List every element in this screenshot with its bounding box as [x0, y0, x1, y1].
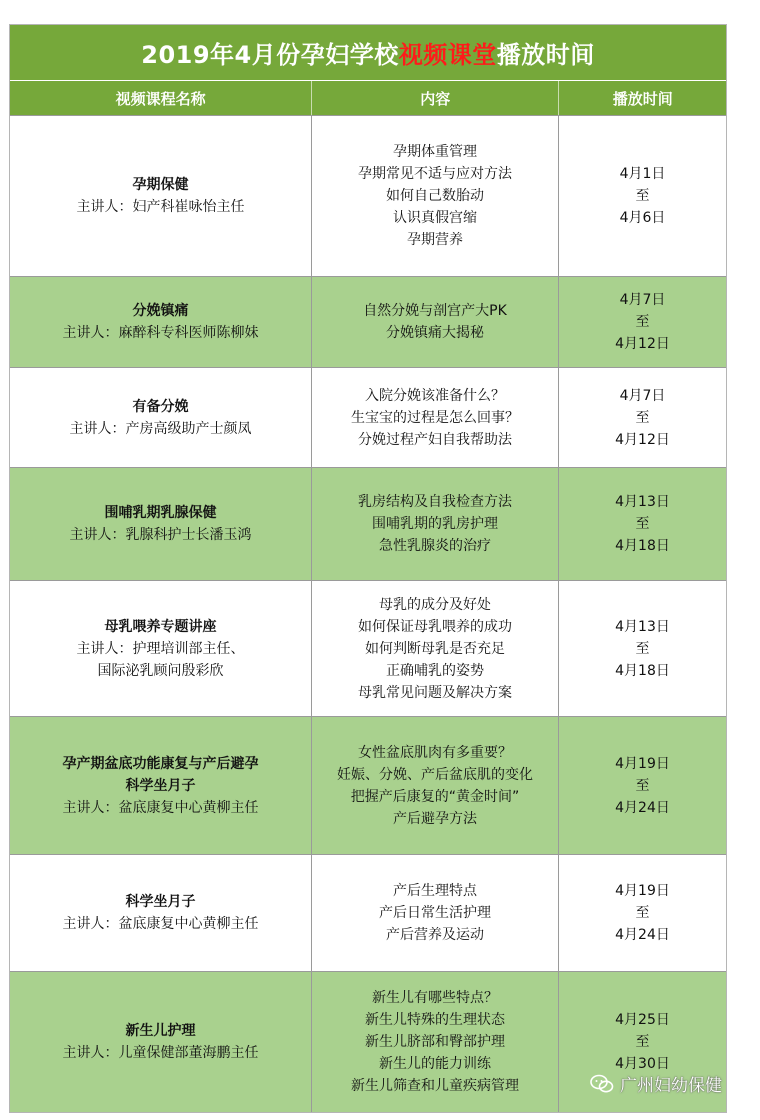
date-cell — [559, 277, 726, 367]
course-cell — [10, 581, 312, 716]
table-row — [10, 467, 726, 580]
date-end: 4月12日 — [615, 431, 670, 448]
date-start: 4月19日 — [615, 883, 670, 899]
content-cell — [312, 855, 559, 971]
course-cell — [10, 972, 312, 1112]
content-cell — [312, 717, 559, 854]
course-cell — [10, 368, 312, 467]
content-line: 产后日常生活护理 — [379, 905, 491, 921]
table-title-bar — [10, 25, 726, 81]
date-cell — [559, 468, 726, 580]
date-cell — [559, 717, 726, 854]
header-play-time: 播放时间 — [612, 89, 673, 108]
table-row — [10, 276, 726, 367]
content-line: 母乳的成分及好处 — [379, 596, 491, 613]
course-speaker: 主讲人：产房高级助产士颜凤 — [69, 420, 252, 437]
course-speaker: 主讲人：护理培训部主任、 — [76, 640, 245, 657]
course-speaker: 主讲人：盆底康复中心黄柳主任 — [62, 916, 259, 932]
content-cell — [312, 581, 559, 716]
content-line: 入院分娩该准备什么？ — [365, 387, 505, 404]
course-title: 母乳喂养专题讲座 — [104, 618, 217, 635]
title-text-end: 播放时间 — [496, 41, 595, 69]
course-title: 孕期保健 — [132, 177, 189, 193]
date-sep: 至 — [635, 777, 650, 794]
content-line: 乳房结构及自我检查方法 — [358, 494, 512, 510]
table-row — [10, 580, 726, 716]
course-speaker: 主讲人：妇产科崔咏怡主任 — [76, 199, 245, 215]
content-line: 孕期体重管理 — [393, 144, 477, 160]
content-line: 产后生理特点 — [393, 883, 477, 899]
date-end: 4月24日 — [615, 927, 670, 943]
content-line: 产后营养及运动 — [386, 927, 484, 943]
course-title: 科学坐月子 — [125, 894, 196, 910]
course-title-line2: 科学坐月子 — [125, 777, 196, 794]
header-content: 内容 — [312, 81, 559, 115]
date-sep: 至 — [635, 905, 650, 921]
content-line: 把握产后康复的“黄金时间” — [350, 788, 520, 805]
course-cell — [10, 277, 312, 367]
table-body — [10, 115, 726, 1112]
date-cell — [559, 581, 726, 716]
content-cell — [312, 368, 559, 467]
course-title: 新生儿护理 — [125, 1023, 196, 1039]
title-text: 2019年4月份孕妇学校 — [141, 41, 399, 69]
table-title — [141, 35, 595, 70]
date-start: 4月7日 — [619, 292, 666, 308]
date-start: 4月19日 — [615, 755, 670, 772]
date-sep: 至 — [635, 516, 650, 532]
content-line: 急性乳腺炎的治疗 — [379, 538, 491, 554]
content-line: 如何保证母乳喂养的成功 — [358, 618, 512, 635]
table-row — [10, 854, 726, 971]
content-line: 母乳常见问题及解决方案 — [358, 684, 512, 701]
content-line: 新生儿特殊的生理状态 — [365, 1012, 505, 1028]
content-line: 新生儿有哪些特点？ — [372, 990, 498, 1006]
content-line: 分娩过程产妇自我帮助法 — [358, 431, 512, 448]
content-line: 新生儿筛查和儿童疾病管理 — [351, 1078, 519, 1094]
course-title: 有备分娩 — [132, 398, 189, 415]
course-speaker: 主讲人：乳腺科护士长潘玉鸿 — [69, 527, 252, 543]
content-line: 新生儿的能力训练 — [379, 1056, 491, 1072]
date-start: 4月13日 — [615, 494, 670, 510]
course-cell — [10, 717, 312, 854]
content-line: 产后避孕方法 — [393, 810, 477, 827]
content-line: 正确哺乳的姿势 — [386, 662, 484, 679]
content-cell — [312, 972, 559, 1112]
content-line: 分娩镇痛大揭秘 — [386, 325, 484, 341]
table-row — [10, 115, 726, 276]
watermark-text: 广州妇幼保健 — [620, 1076, 722, 1096]
course-cell — [10, 855, 312, 971]
header-course-name: 视频课程名称 — [10, 81, 312, 115]
course-title: 围哺乳期乳腺保健 — [104, 505, 217, 521]
course-cell — [10, 116, 312, 276]
date-end: 4月18日 — [615, 538, 670, 554]
date-sep: 至 — [635, 1034, 650, 1050]
date-end: 4月24日 — [615, 799, 670, 816]
content-cell — [312, 468, 559, 580]
content-line: 女性盆底肌肉有多重要？ — [358, 744, 512, 761]
date-start: 4月7日 — [619, 387, 666, 404]
course-speaker: 主讲人：麻醉科专科医师陈柳妹 — [62, 325, 259, 341]
table-row — [10, 716, 726, 854]
date-cell — [559, 116, 726, 276]
content-line: 生宝宝的过程是怎么回事？ — [351, 409, 519, 426]
date-sep: 至 — [635, 188, 650, 204]
course-speaker: 主讲人：儿童保健部董海鹏主任 — [62, 1045, 259, 1061]
date-end: 4月30日 — [615, 1056, 670, 1072]
date-end: 4月6日 — [619, 210, 666, 226]
content-cell — [312, 116, 559, 276]
date-end: 4月18日 — [615, 662, 670, 679]
date-sep: 至 — [635, 640, 650, 657]
content-line: 围哺乳期的乳房护理 — [372, 516, 498, 532]
title-highlight: 视频课堂 — [398, 41, 497, 69]
course-title: 分娩镇痛 — [132, 303, 189, 319]
date-start: 4月1日 — [619, 166, 666, 182]
date-sep: 至 — [635, 409, 650, 426]
schedule-table — [9, 24, 727, 1113]
wechat-icon — [590, 1074, 614, 1094]
content-line: 孕期常见不适与应对方法 — [358, 166, 512, 182]
course-speaker: 国际泌乳顾问殷彩欣 — [97, 662, 224, 679]
date-cell — [559, 368, 726, 467]
date-start: 4月13日 — [615, 618, 670, 635]
content-line: 新生儿脐部和臀部护理 — [365, 1034, 505, 1050]
content-line: 认识真假宫缩 — [393, 210, 477, 226]
content-line: 自然分娩与剖宫产大PK — [363, 303, 507, 319]
header-row — [10, 81, 726, 115]
content-cell — [312, 277, 559, 367]
content-line: 妊娠、分娩、产后盆底肌的变化 — [337, 766, 533, 783]
date-end: 4月12日 — [615, 336, 670, 352]
course-cell — [10, 468, 312, 580]
content-line: 如何判断母乳是否充足 — [365, 640, 505, 657]
content-line: 如何自己数胎动 — [386, 188, 484, 204]
watermark — [590, 1071, 722, 1096]
date-cell — [559, 855, 726, 971]
date-sep: 至 — [635, 314, 650, 330]
table-row — [10, 367, 726, 467]
date-start: 4月25日 — [615, 1012, 670, 1028]
course-speaker: 主讲人：盆底康复中心黄柳主任 — [62, 799, 259, 816]
content-line: 孕期营养 — [407, 232, 463, 248]
course-title: 孕产期盆底功能康复与产后避孕 — [62, 755, 259, 772]
